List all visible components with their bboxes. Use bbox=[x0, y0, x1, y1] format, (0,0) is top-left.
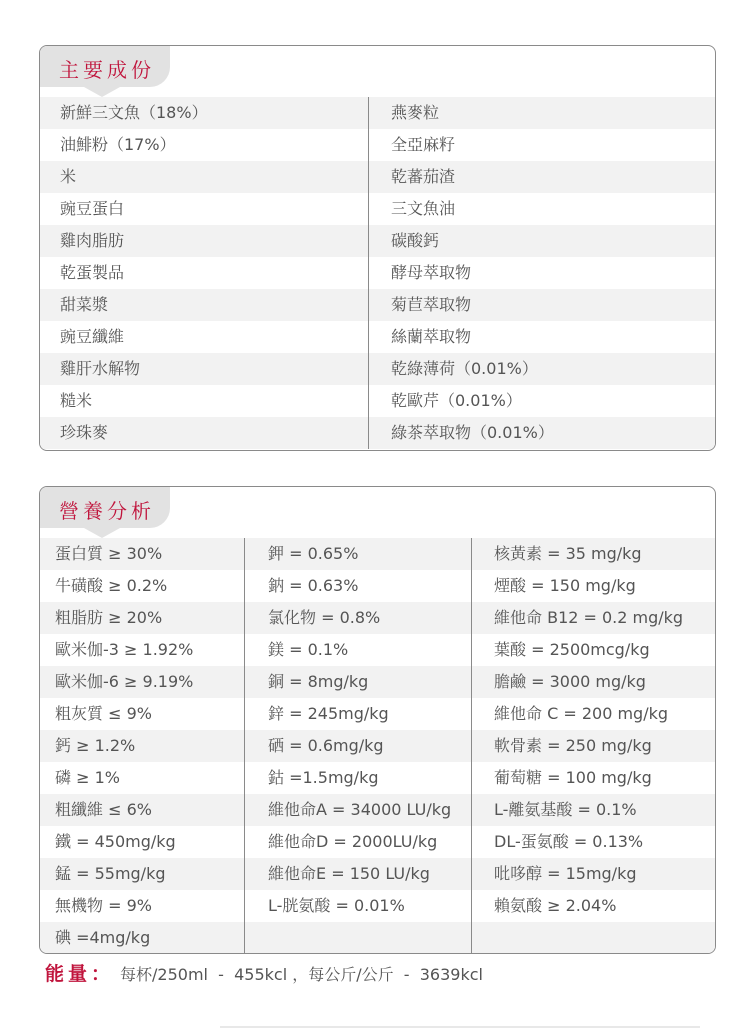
table-cell: 錳 = 55mg/kg bbox=[55, 864, 166, 883]
nutrition-table bbox=[40, 538, 715, 954]
table-cell: 葡萄糖 = 100 mg/kg bbox=[494, 768, 652, 787]
table-cell: 無機物 = 9% bbox=[55, 896, 152, 915]
ingredients-tab bbox=[40, 46, 170, 87]
table-cell: 鈷 =1.5mg/kg bbox=[268, 768, 379, 787]
table-cell: 賴氨酸 ≥ 2.04% bbox=[494, 896, 617, 915]
column-divider bbox=[471, 538, 472, 954]
ingredients-panel bbox=[39, 45, 716, 451]
table-cell: 膽鹼 = 3000 mg/kg bbox=[494, 672, 646, 691]
table-cell: 軟骨素 = 250 mg/kg bbox=[494, 736, 652, 755]
table-cell: 甜菜漿 bbox=[60, 295, 109, 314]
energy-line bbox=[45, 959, 483, 989]
table-cell: 鋅 = 245mg/kg bbox=[268, 704, 389, 723]
table-row bbox=[40, 666, 715, 698]
table-cell: 新鮮三文魚（18%） bbox=[60, 103, 208, 122]
table-cell: 碘 =4mg/kg bbox=[55, 928, 151, 947]
table-cell: 油鯡粉（17%） bbox=[60, 135, 176, 154]
table-cell: 硒 = 0.6mg/kg bbox=[268, 736, 384, 755]
table-cell: 絲蘭萃取物 bbox=[391, 327, 472, 346]
table-cell: 碳酸鈣 bbox=[391, 231, 440, 250]
table-cell: 菊苣萃取物 bbox=[391, 295, 472, 314]
table-cell: 糙米 bbox=[60, 391, 93, 410]
table-cell: 歐米伽-6 ≥ 9.19% bbox=[55, 672, 194, 691]
ingredients-title: 主要成份 bbox=[59, 58, 155, 82]
table-cell bbox=[268, 922, 468, 954]
table-cell: 粗脂肪 ≥ 20% bbox=[55, 608, 163, 627]
table-cell: 珍珠麥 bbox=[60, 423, 109, 442]
table-cell: 維他命A = 34000 LU/kg bbox=[268, 800, 452, 819]
table-row bbox=[40, 353, 715, 385]
table-row bbox=[40, 570, 715, 602]
table-cell: 鐵 = 450mg/kg bbox=[55, 832, 176, 851]
table-cell: 雞肉脂肪 bbox=[60, 231, 125, 250]
table-row bbox=[40, 225, 715, 257]
table-cell: L-胱氨酸 = 0.01% bbox=[268, 896, 405, 915]
table-row bbox=[40, 826, 715, 858]
energy-label: 能量： bbox=[45, 963, 115, 985]
bottom-divider bbox=[220, 1026, 700, 1028]
table-row bbox=[40, 922, 715, 954]
table-cell: 維他命D = 2000LU/kg bbox=[268, 832, 438, 851]
table-cell bbox=[494, 922, 709, 954]
table-row bbox=[40, 698, 715, 730]
table-row bbox=[40, 538, 715, 570]
table-row bbox=[40, 730, 715, 762]
table-cell: 鎂 = 0.1% bbox=[268, 640, 349, 659]
table-row bbox=[40, 257, 715, 289]
table-cell: 維他命E = 150 LU/kg bbox=[268, 864, 430, 883]
table-cell: 雞肝水解物 bbox=[60, 359, 141, 378]
table-cell: 粗纖維 ≤ 6% bbox=[55, 800, 152, 819]
column-divider bbox=[244, 538, 245, 954]
table-cell: DL-蛋氨酸 = 0.13% bbox=[494, 832, 644, 851]
table-cell: 葉酸 = 2500mcg/kg bbox=[494, 640, 650, 659]
table-cell: 燕麥粒 bbox=[391, 103, 440, 122]
table-cell: 乾綠薄荷（0.01%） bbox=[391, 359, 538, 378]
table-cell: 豌豆蛋白 bbox=[60, 199, 125, 218]
column-divider bbox=[368, 97, 369, 449]
table-cell: 磷 ≥ 1% bbox=[55, 768, 120, 787]
table-row bbox=[40, 417, 715, 449]
table-row bbox=[40, 385, 715, 417]
table-cell: 煙酸 = 150 mg/kg bbox=[494, 576, 636, 595]
table-row bbox=[40, 890, 715, 922]
ingredients-table bbox=[40, 97, 715, 449]
table-cell: 維他命 B12 = 0.2 mg/kg bbox=[494, 608, 684, 627]
table-cell: 蛋白質 ≥ 30% bbox=[55, 544, 163, 563]
nutrition-tab bbox=[40, 487, 170, 528]
table-row bbox=[40, 634, 715, 666]
table-row bbox=[40, 161, 715, 193]
table-cell: 鉀 = 0.65% bbox=[268, 544, 359, 563]
table-row bbox=[40, 858, 715, 890]
table-cell: 銅 = 8mg/kg bbox=[268, 672, 369, 691]
table-cell: 鈉 = 0.63% bbox=[268, 576, 359, 595]
table-cell: 三文魚油 bbox=[391, 199, 456, 218]
table-row bbox=[40, 602, 715, 634]
table-cell: 米 bbox=[60, 167, 77, 186]
table-row bbox=[40, 289, 715, 321]
table-cell: 維他命 C = 200 mg/kg bbox=[494, 704, 669, 723]
energy-value: 每杯/250ml - 455kcl ，每公斤/公斤 - 3639kcl bbox=[120, 965, 483, 984]
table-cell: 核黃素 = 35 mg/kg bbox=[494, 544, 642, 563]
table-cell: L-離氨基酸 = 0.1% bbox=[494, 800, 637, 819]
table-cell: 牛磺酸 ≥ 0.2% bbox=[55, 576, 168, 595]
ingredients-tab-pointer bbox=[84, 87, 120, 97]
table-row bbox=[40, 129, 715, 161]
table-cell: 粗灰質 ≤ 9% bbox=[55, 704, 152, 723]
table-cell: 乾蛋製品 bbox=[60, 263, 125, 282]
table-row bbox=[40, 762, 715, 794]
table-cell: 酵母萃取物 bbox=[391, 263, 472, 282]
table-row bbox=[40, 794, 715, 826]
table-row bbox=[40, 97, 715, 129]
nutrition-tab-pointer bbox=[84, 528, 120, 538]
table-cell: 豌豆纖維 bbox=[60, 327, 125, 346]
table-cell: 氯化物 = 0.8% bbox=[268, 608, 381, 627]
nutrition-title: 營養分析 bbox=[59, 499, 155, 523]
table-row bbox=[40, 321, 715, 353]
table-cell: 全亞麻籽 bbox=[391, 135, 456, 154]
table-cell: 乾歐芹（0.01%） bbox=[391, 391, 522, 410]
table-cell: 歐米伽-3 ≥ 1.92% bbox=[55, 640, 194, 659]
table-cell: 綠茶萃取物（0.01%） bbox=[391, 423, 554, 442]
table-cell: 乾蕃茄渣 bbox=[391, 167, 456, 186]
table-row bbox=[40, 193, 715, 225]
table-cell: 吡哆醇 = 15mg/kg bbox=[494, 864, 637, 883]
nutrition-panel bbox=[39, 486, 716, 954]
table-cell: 鈣 ≥ 1.2% bbox=[55, 736, 136, 755]
